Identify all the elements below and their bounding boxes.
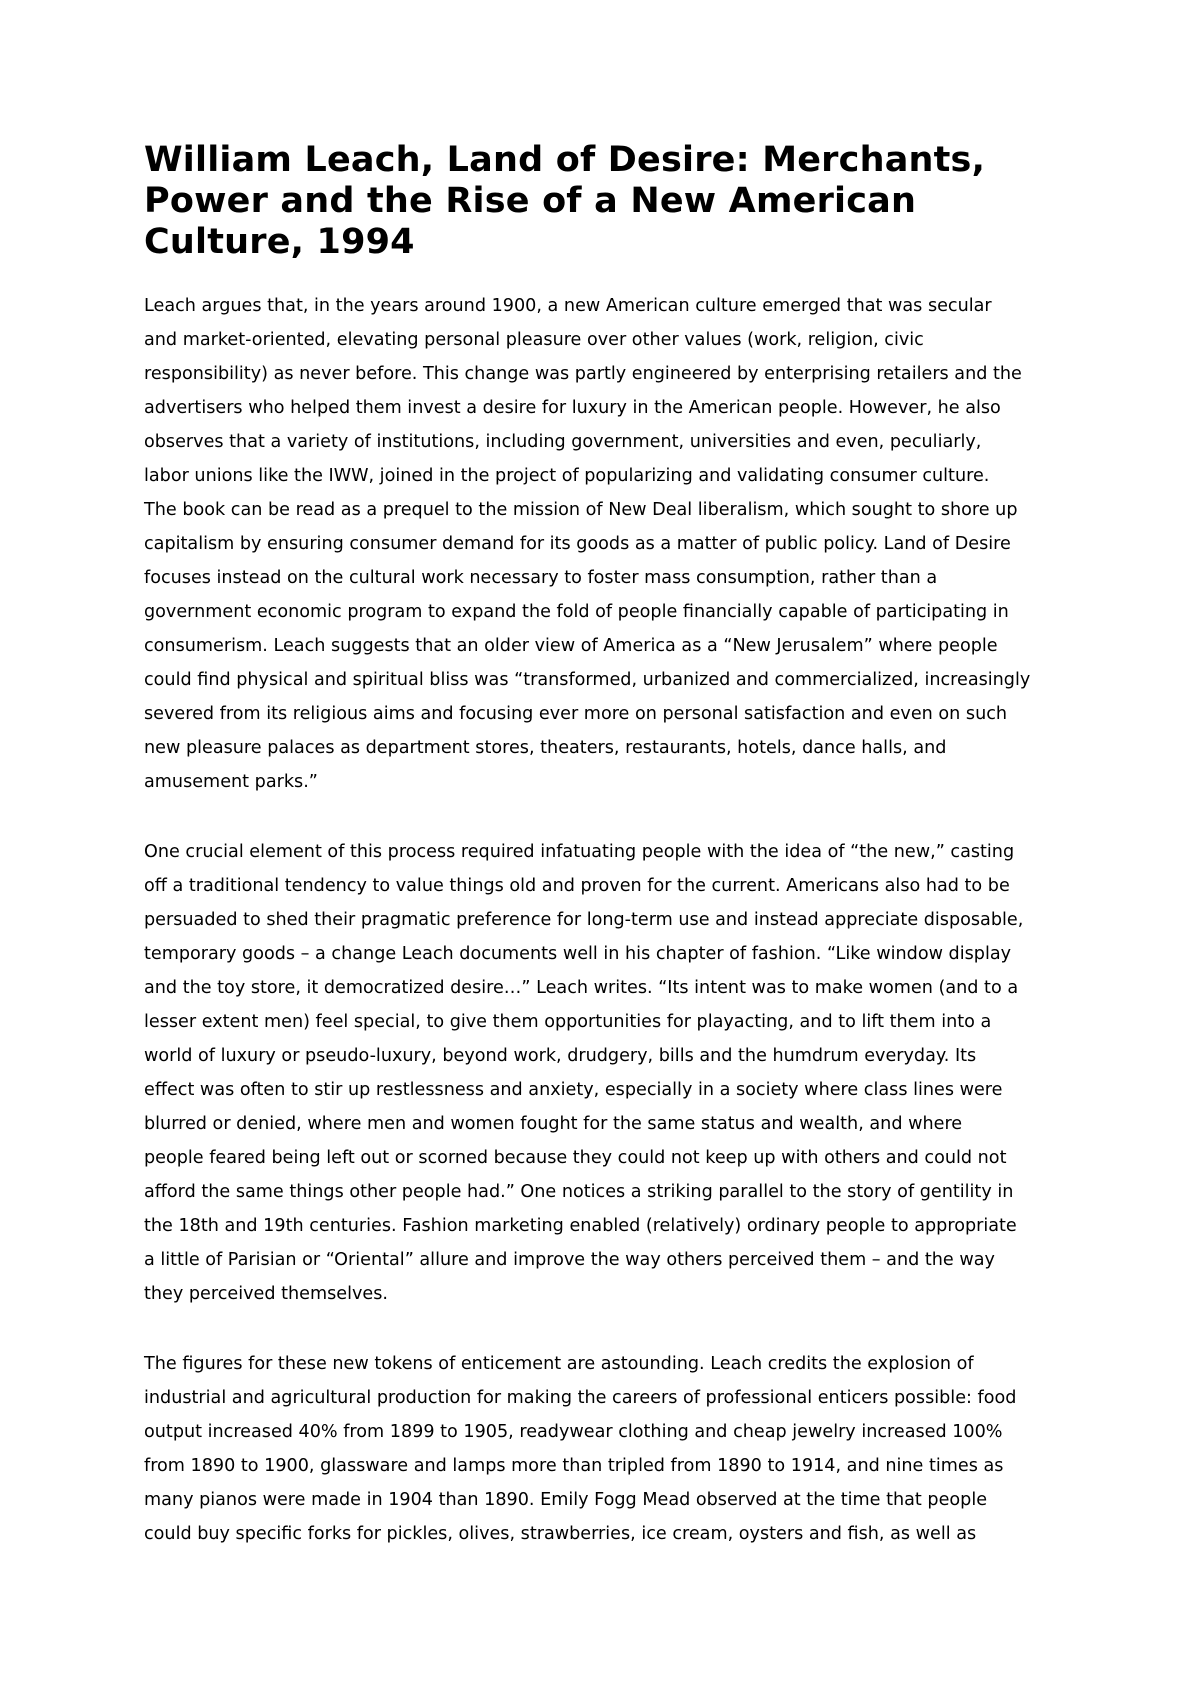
document-body xyxy=(144,140,1074,1587)
paragraph-1: Leach argues that, in the years around 1900, a new American culture emerged that was secular and market-oriented, elevating personal pleasure over other values (work, religion, civic responsibility) as never before. This change was partly engineered by enterprising retailers and the advertisers who helped them invest a desire for luxury in the American people. However, he also observes that a variety of institutions, including government, universities and even, peculiarly, labor unions like the IWW, joined in the project of popularizing and validating consumer culture. The book can be read as a prequel to the mission of New Deal liberalism, which sought to shore up capitalism by ensuring consumer demand for its goods as a matter of public policy. Land of Desire focuses instead on the cultural work necessary to foster mass consumption, rather than a government economic program to expand the fold of people financially capable of participating in consumerism. Leach suggests that an older view of America as a “New Jerusalem” where people could find physical and spiritual bliss was “transformed, urbanized and commercialized, increasingly severed from its religious aims and focusing ever more on personal satisfaction and even on such new pleasure palaces as department stores, theaters, restaurants, hotels, dance halls, and amusement parks.” xyxy=(144,296,1031,792)
document-title: William Leach, Land of Desire: Merchants, Power and the Rise of a New American Culture, 1994 xyxy=(144,140,986,262)
paragraph-3: The figures for these new tokens of enticement are astounding. Leach credits the explosion of industrial and agricultural production for making the careers of professional enticers possible: food output increased 40% from 1899 to 1905, readywear clothing and cheap jewelry increased 100% from 1890 to 1900, glassware and lamps more than tripled from 1890 to 1914, and nine times as many pianos were made in 1904 than 1890. Emily Fogg Mead observed at the time that people could buy specific forks for pickles, olives, strawberries, ice cream, oysters and fish, as well as xyxy=(144,1354,1017,1544)
paragraph-2: One crucial element of this process required infatuating people with the idea of “the new,” casting off a traditional tendency to value things old and proven for the current. Americans also had to be persuaded to shed their pragmatic preference for long-term use and instead appreciate disposable, temporary goods – a change Leach documents well in his chapter of fashion. “Like window display and the toy store, it democratized desire…” Leach writes. “Its intent was to make women (and to a lesser extent men) feel special, to give them opportunities for playacting, and to lift them into a world of luxury or pseudo-luxury, beyond work, drudgery, bills and the humdrum everyday. Its effect was often to stir up restlessness and anxiety, especially in a society where class lines were blurred or denied, where men and women fought for the same status and wealth, and where people feared being left out or scorned because they could not keep up with others and could not afford the same things other people had.” One notices a striking parallel to the story of gentility in the 18th and 19th centuries. Fashion marketing enabled (relatively) ordinary people to appropriate a little of Parisian or “Oriental” allure and improve the way others perceived them – and the way they perceived themselves. xyxy=(144,842,1024,1304)
